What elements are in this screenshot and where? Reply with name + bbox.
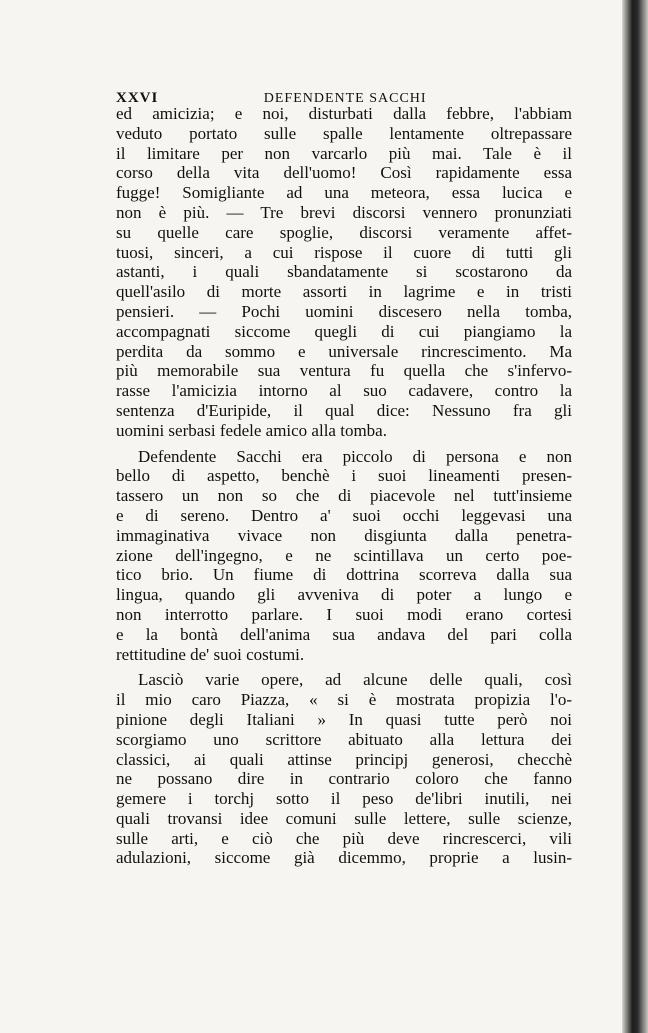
running-head: DEFENDENTE SACCHI (263, 91, 427, 106)
text-line: pinione degli Italiani » In quasi tutte però noi (116, 709, 572, 729)
text-line: il mio caro Piazza, « si è mostrata propizia l'o- (116, 690, 572, 710)
text-line: zione dell'ingegno, e ne scintillava un certo poe- (116, 545, 572, 565)
text-line: ne possano dire in contrario coloro che fanno (116, 769, 572, 789)
body-text (116, 104, 572, 868)
text-line: quell'asilo di morte assorti in lagrime e in tristi (116, 282, 572, 302)
text-line: pensieri. — Pochi uomini discesero nella tomba, (116, 301, 572, 321)
text-line: adulazioni, siccome già dicemmo, proprie a lusin- (116, 848, 572, 868)
text-line: su quelle care spoglie, discorsi veramente affet- (116, 222, 572, 242)
text-line: tico brio. Un fiume di dottrina scorreva dalla sua (116, 565, 572, 585)
paragraph-1 (116, 104, 572, 441)
page-edge-shadow (622, 0, 648, 1033)
text-line: non è più. — Tre brevi discorsi vennero pronunziati (116, 202, 572, 222)
text-line: più memorabile sua ventura fu quella che s'infervo- (116, 361, 572, 381)
paragraph-3 (116, 670, 572, 868)
text-line: rasse l'amicizia intorno al suo cadavere, contro la (116, 381, 572, 401)
paragraph-2 (116, 447, 572, 665)
text-line: rettitudine de' suoi costumi. (116, 644, 305, 664)
text-line: lingua, quando gli avveniva di poter a lungo e (116, 585, 572, 605)
text-line: sentenza d'Euripide, il qual dice: Nessuno fra gli (116, 400, 572, 420)
text-line: sulle arti, e ciò che più deve rincrescerci, vili (116, 828, 572, 848)
text-line: e di sereno. Dentro a' suoi occhi leggevasi una (116, 505, 572, 525)
text-line: uomini serbasi fedele amico alla tomba. (116, 420, 387, 440)
text-line: perdita da sommo e universale rincrescimento. Ma (116, 341, 572, 361)
text-line: gemere i torchj sotto il peso de'libri inutili, nei (116, 789, 572, 809)
text-line: Lasciò varie opere, ad alcune delle quali, così (138, 670, 572, 690)
text-line: scorgiamo uno scrittore abituato alla lettura dei (116, 729, 572, 749)
text-line: ed amicizia; e noi, disturbati dalla febbre, l'abbiam (116, 104, 572, 123)
text-line: quali trovansi idee comuni sulle lettere, sulle scienze, (116, 808, 572, 828)
text-line: e la bontà dell'anima sua andava del pari colla (116, 624, 572, 644)
text-line: bello di aspetto, benchè i suoi lineamenti presen- (116, 466, 572, 486)
text-line: accompagnati siccome quegli di cui piangiamo la (116, 321, 572, 341)
text-line: tassero un non so che di piacevole nel tutt'insieme (116, 486, 572, 506)
page-number: XXVI (116, 90, 159, 106)
text-line: immaginativa vivace non disgiunta dalla penetra- (116, 525, 572, 545)
text-line: fugge! Somigliante ad una meteora, essa lucica e (116, 183, 572, 203)
text-line: Defendente Sacchi era piccolo di persona e non (138, 446, 572, 466)
text-line: tuosi, sinceri, a cui rispose il cuore di tutti gli (116, 242, 572, 262)
text-line: classici, ai quali attinse principj generosi, checchè (116, 749, 572, 769)
text-line: il limitare per non varcarlo più mai. Tale è il (116, 143, 572, 163)
text-line: astanti, i quali sbandatamente si scostarono da (116, 262, 572, 282)
text-line: non interrotto parlare. I suoi modi erano cortesi (116, 604, 572, 624)
text-line: corso della vita dell'uomo! Così rapidamente essa (116, 163, 572, 183)
text-line: veduto portato sulle spalle lentamente oltrepassare (116, 123, 572, 143)
